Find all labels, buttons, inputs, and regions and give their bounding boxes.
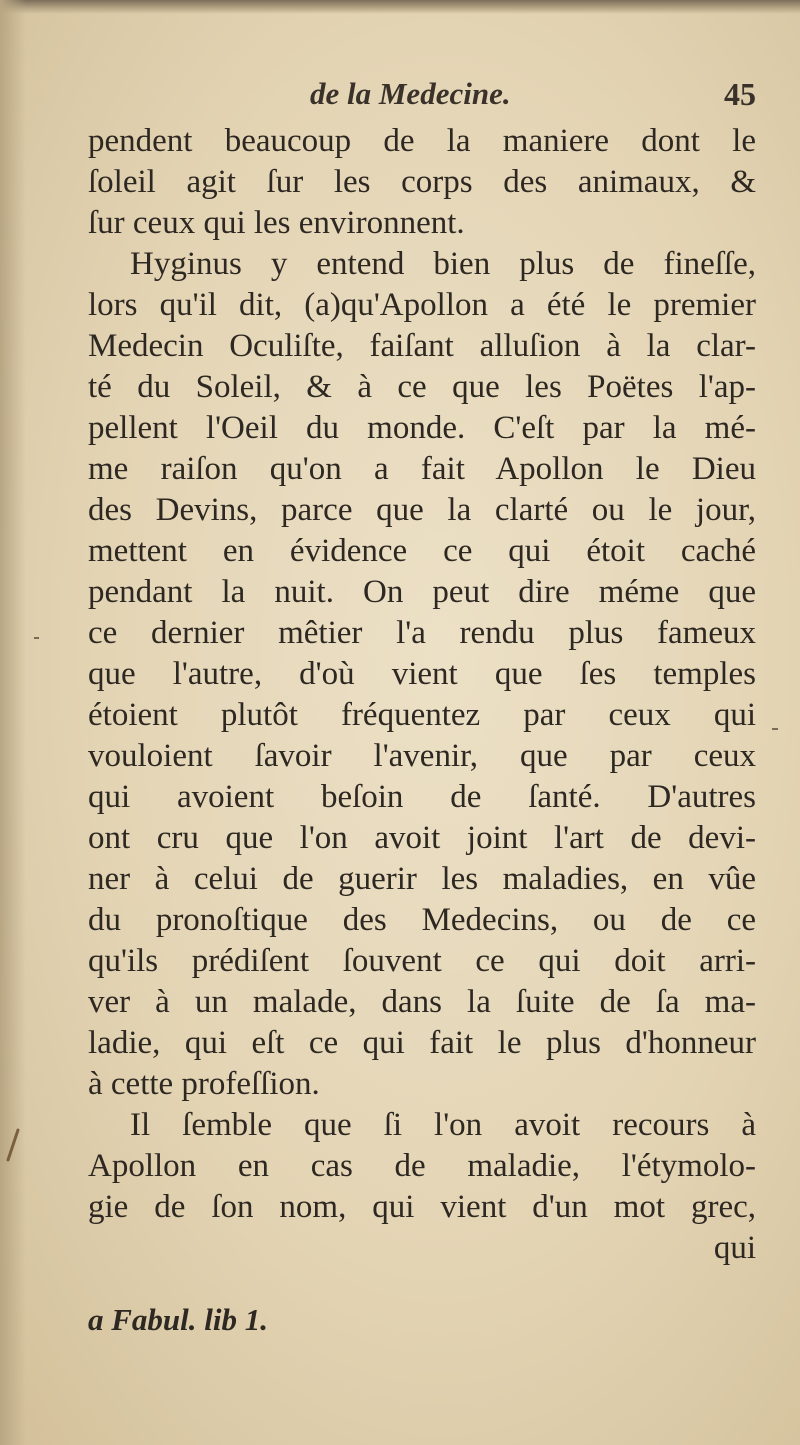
page-number: 45 bbox=[724, 76, 756, 112]
text-line: ont cru que l'on avoit joint l'art de devi- bbox=[88, 820, 756, 856]
text-line: Hyginus y entend bien plus de fineſſe, bbox=[130, 246, 756, 282]
text-line: ce dernier mêtier l'a rendu plus fameux bbox=[88, 615, 756, 651]
catchword: qui bbox=[713, 1230, 756, 1266]
text-line: me raiſon qu'on a fait Apollon le Dieu bbox=[88, 451, 756, 487]
text-line: pendent beaucoup de la maniere dont le bbox=[88, 123, 756, 159]
running-title: de la Medecine. bbox=[310, 76, 511, 111]
text-line: à cette profeſſion. bbox=[88, 1066, 320, 1102]
text-line: ner à celui de guerir les maladies, en vûe bbox=[88, 861, 756, 897]
text-line: vouloient ſavoir l'avenir, que par ceux bbox=[88, 738, 756, 774]
text-line: qui avoient beſoin de ſanté. D'autres bbox=[88, 779, 756, 815]
text-line: ladie, qui eſt ce qui fait le plus d'honneur bbox=[88, 1025, 756, 1061]
text-line: lors qu'il dit, (a)qu'Apollon a été le premier bbox=[88, 287, 756, 323]
text-line: pellent l'Oeil du monde. C'eſt par la mé- bbox=[88, 410, 756, 446]
page-top-edge bbox=[0, 0, 800, 14]
text-line: ſur ceux qui les environnent. bbox=[88, 205, 465, 241]
page-gutter-shadow bbox=[0, 0, 26, 1445]
text-line: Apollon en cas de maladie, l'étymolo- bbox=[88, 1148, 756, 1184]
text-line: étoient plutôt fréquentez par ceux qui bbox=[88, 697, 756, 733]
text-line: du pronoſtique des Medecins, ou de ce bbox=[88, 902, 756, 938]
text-line: Medecin Oculiſte, faiſant alluſion à la clar- bbox=[88, 328, 756, 364]
margin-pen-mark bbox=[4, 1128, 22, 1164]
text-line: gie de ſon nom, qui vient d'un mot grec, bbox=[88, 1189, 756, 1225]
text-line: pendant la nuit. On peut dire méme que bbox=[88, 574, 756, 610]
body-text bbox=[88, 121, 756, 1269]
margin-speck bbox=[34, 637, 39, 639]
text-line: qu'ils prédiſent ſouvent ce qui doit arri- bbox=[88, 943, 756, 979]
margin-speck bbox=[772, 728, 778, 730]
text-line: ver à un malade, dans la ſuite de ſa ma- bbox=[88, 984, 756, 1020]
page-header bbox=[88, 76, 764, 120]
text-line: que l'autre, d'où vient que ſes temples bbox=[88, 656, 756, 692]
text-line: té du Soleil, & à ce que les Poëtes l'ap- bbox=[88, 369, 756, 405]
text-line: ſoleil agit ſur les corps des animaux, & bbox=[88, 164, 756, 200]
text-line: mettent en évidence ce qui étoit caché bbox=[88, 533, 756, 569]
text-line: des Devins, parce que la clarté ou le jour, bbox=[88, 492, 756, 528]
footnote: a Fabul. lib 1. bbox=[88, 1302, 269, 1337]
text-line: Il ſemble que ſi l'on avoit recours à bbox=[130, 1107, 756, 1143]
